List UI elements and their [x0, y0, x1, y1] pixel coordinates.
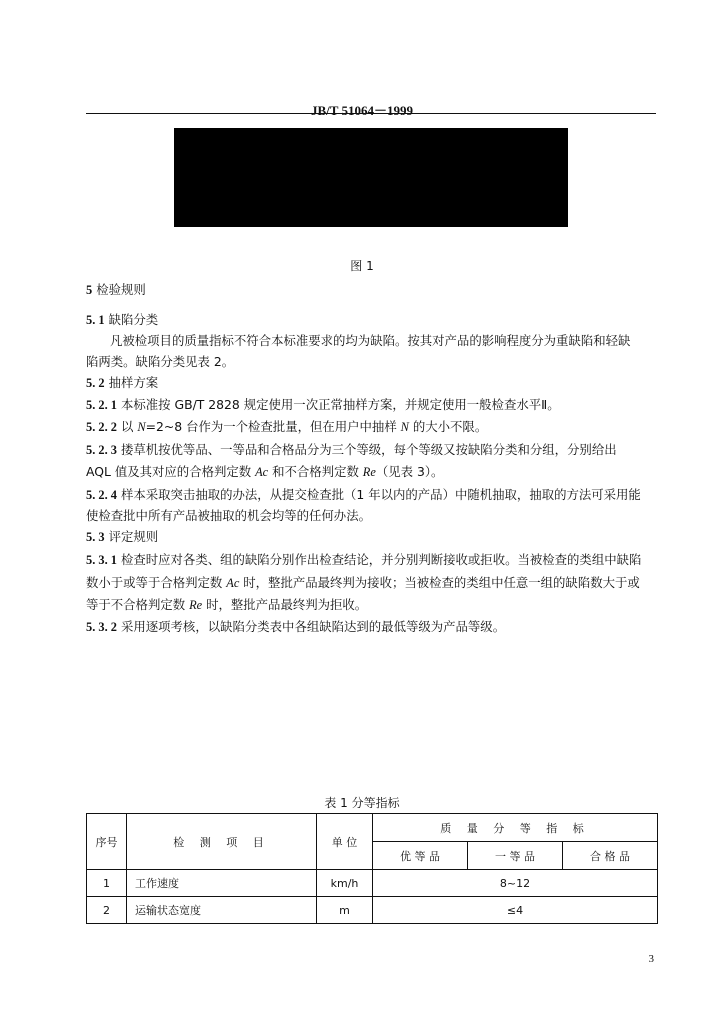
- header-grade-qualified: 合 格 品: [563, 842, 658, 870]
- figure-caption: 图 1: [350, 259, 374, 273]
- clause-5-2-4: 5. 2. 4 样本采取突击抽取的办法，从提交检查批（1 年以内的产品）中随机抽取，抽取的方法可采用能: [86, 487, 641, 502]
- header-rule: [86, 113, 656, 114]
- table-caption: 表 1 分等指标: [324, 796, 400, 810]
- paragraph-line: 使检查批中所有产品被抽取的机会均等的任何办法。: [86, 508, 371, 523]
- row-item: 工作速度: [127, 870, 317, 897]
- figure-image-redacted: [174, 128, 568, 227]
- standard-number-header: JB/T 51064－1999: [311, 103, 413, 118]
- clause-5-3-2: 5. 3. 2 采用逐项考核，以缺陷分类表中各组缺陷达到的最低等级为产品等级。: [86, 619, 506, 634]
- clause-5-2-2: 5. 2. 2 以 N=2~8 台作为一个检查批量，但在用户中抽样 N 的大小不限。: [86, 419, 488, 434]
- clause-5-3-1: 5. 3. 1 检查时应对各类、组的缺陷分别作出检查结论，并分别判断接收或拒收。当被检查的类组中缺陷: [86, 552, 642, 567]
- row-unit: m: [317, 897, 373, 924]
- header-no: 序号: [87, 814, 127, 870]
- clause-5-2-1: 5. 2. 1 本标准按 GB/T 2828 规定使用一次正常抽样方案，并规定使用一般检查水平Ⅱ。: [86, 397, 560, 412]
- row-no: 2: [87, 897, 127, 924]
- section-heading-5-2: 5. 2 抽样方案: [86, 375, 159, 390]
- row-value: 8~12: [373, 870, 658, 897]
- section-heading-5: 5 检验规则: [86, 282, 146, 297]
- header-grade-first: 一 等 品: [468, 842, 563, 870]
- grading-table: [86, 813, 658, 924]
- header-item: 检 测 项 目: [127, 814, 317, 870]
- header-unit: 单 位: [317, 814, 373, 870]
- table-header-row: [87, 814, 658, 842]
- section-heading-5-1: 5. 1 缺陷分类: [86, 312, 159, 327]
- page-number: 3: [648, 953, 654, 965]
- paragraph-line: 凡被检项目的质量指标不符合本标准要求的均为缺陷。按其对产品的影响程度分为重缺陷和轻缺: [110, 333, 631, 348]
- row-no: 1: [87, 870, 127, 897]
- header-grade-superior: 优 等 品: [373, 842, 468, 870]
- row-item: 运输状态宽度: [127, 897, 317, 924]
- table-row: [87, 897, 658, 924]
- row-unit: km/h: [317, 870, 373, 897]
- table-row: [87, 870, 658, 897]
- row-value: ≤4: [373, 897, 658, 924]
- paragraph-line: 等于不合格判定数 Re 时，整批产品最终判为拒收。: [86, 597, 368, 612]
- header-quality: 质 量 分 等 指 标: [373, 814, 658, 842]
- paragraph-line: AQL 值及其对应的合格判定数 Ac 和不合格判定数 Re（见表 3）。: [86, 464, 444, 479]
- clause-5-2-3: 5. 2. 3 搂草机按优等品、一等品和合格品分为三个等级，每个等级又按缺陷分类和分组，分别给出: [86, 442, 617, 457]
- paragraph-line: 陷两类。缺陷分类见表 2。: [86, 354, 235, 369]
- section-heading-5-3: 5. 3 评定规则: [86, 529, 159, 544]
- paragraph-line: 数小于或等于合格判定数 Ac 时，整批产品最终判为接收；当被检查的类组中任意一组的缺陷数大于或: [86, 575, 640, 590]
